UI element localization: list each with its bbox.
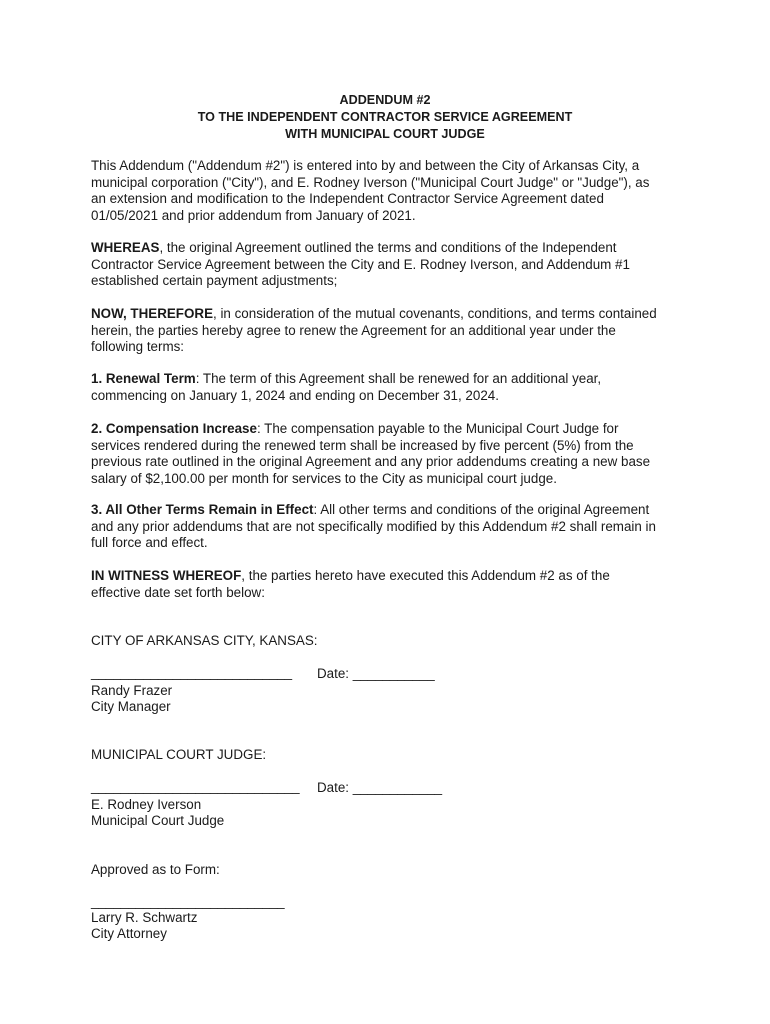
compensation-text: : The compensation payable to the Municipal Court Judge for bbox=[256, 421, 619, 436]
judge-date-field: Date: ____________ bbox=[317, 780, 443, 795]
judge-signature-line: ____________________________ bbox=[91, 779, 300, 794]
document-title-line-2: TO THE INDEPENDENT CONTRACTOR SERVICE AGREEMENT bbox=[197, 110, 573, 124]
other-terms-line: and any prior addendums that are not specifically modified by this Addendum #2 shall remain in bbox=[91, 518, 656, 534]
whereas-lead: WHEREAS bbox=[91, 240, 160, 255]
compensation-line: services rendered during the renewed term shall be increased by five percent (5%) from the bbox=[91, 437, 634, 453]
whereas-text: , the original Agreement outlined the terms and conditions of the Independent bbox=[159, 240, 617, 255]
compensation-paragraph bbox=[91, 421, 691, 487]
intro-line: 01/05/2021 and prior addendum from January of 2021. bbox=[91, 207, 416, 223]
other-terms-lead: 3. All Other Terms Remain in Effect bbox=[91, 502, 314, 517]
document-title-line-3: WITH MUNICIPAL COURT JUDGE bbox=[285, 127, 485, 141]
city-signer-name: Randy Frazer bbox=[91, 683, 173, 698]
witness-lead: IN WITNESS WHEREOF bbox=[91, 568, 242, 583]
intro-line: an extension and modification to the Independent Contractor Service Agreement dated bbox=[91, 191, 604, 207]
intro-line: This Addendum ("Addendum #2") is entered into by and between the City of Arkansas City, a bbox=[91, 158, 640, 173]
now-therefore-line: herein, the parties hereby agree to renew the Agreement for an additional year under the bbox=[91, 322, 616, 338]
witness-line: effective date set forth below: bbox=[91, 584, 265, 600]
now-therefore-paragraph bbox=[91, 306, 691, 356]
whereas-line: Contractor Service Agreement between the City and E. Rodney Iverson, and Addendum #1 bbox=[91, 256, 630, 272]
city-signature-line: ___________________________ bbox=[91, 665, 293, 680]
attorney-signer-role: City Attorney bbox=[91, 926, 167, 941]
city-date-field: Date: ___________ bbox=[317, 666, 435, 681]
now-therefore-lead: NOW, THEREFORE bbox=[91, 306, 214, 321]
renewal-term-text: : The term of this Agreement shall be renewed for an additional year, bbox=[195, 371, 602, 386]
whereas-line: established certain payment adjustments; bbox=[91, 273, 338, 289]
city-signer-role: City Manager bbox=[91, 699, 171, 714]
renewal-term-line: commencing on January 1, 2024 and ending on December 31, 2024. bbox=[91, 387, 499, 403]
renewal-term-paragraph bbox=[91, 371, 691, 404]
intro-paragraph bbox=[91, 158, 691, 224]
witness-text: , the parties hereto have executed this Addendum #2 as of the bbox=[241, 568, 610, 583]
compensation-lead: 2. Compensation Increase bbox=[91, 421, 257, 436]
compensation-line: salary of $2,100.00 per month for services to the City as municipal court judge. bbox=[91, 470, 557, 486]
attorney-approval-heading: Approved as to Form: bbox=[91, 862, 220, 877]
now-therefore-line: following terms: bbox=[91, 339, 185, 355]
compensation-line: previous rate outlined in the original Agreement and any prior addendums creating a new base bbox=[91, 454, 651, 470]
judge-signer-role: Municipal Court Judge bbox=[91, 813, 225, 828]
other-terms-paragraph bbox=[91, 502, 691, 552]
document-title-line-1: ADDENDUM #2 bbox=[339, 93, 431, 107]
renewal-term-lead: 1. Renewal Term bbox=[91, 371, 196, 386]
judge-signer-name: E. Rodney Iverson bbox=[91, 797, 202, 812]
whereas-paragraph bbox=[91, 240, 691, 290]
attorney-signature-line: __________________________ bbox=[91, 894, 285, 909]
now-therefore-text: , in consideration of the mutual covenants, conditions, and terms contained bbox=[213, 306, 657, 321]
attorney-signer-name: Larry R. Schwartz bbox=[91, 910, 198, 925]
judge-signature-heading: MUNICIPAL COURT JUDGE: bbox=[91, 747, 267, 762]
other-terms-line: full force and effect. bbox=[91, 535, 208, 551]
witness-paragraph bbox=[91, 568, 691, 601]
other-terms-text: : All other terms and conditions of the original Agreement bbox=[313, 502, 650, 517]
city-signature-heading: CITY OF ARKANSAS CITY, KANSAS: bbox=[91, 633, 318, 648]
intro-line: municipal corporation ("City"), and E. Rodney Iverson ("Municipal Court Judge" or "Judge"), as bbox=[91, 174, 650, 190]
